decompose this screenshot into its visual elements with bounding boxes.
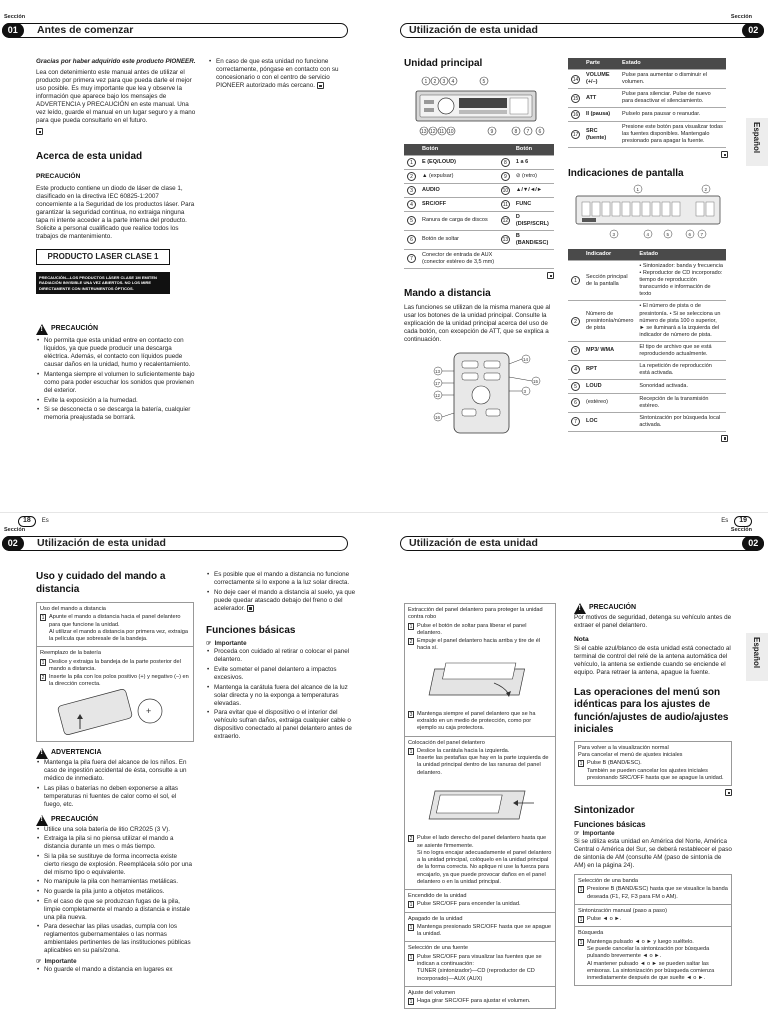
right-column xyxy=(206,571,358,743)
end-mark-icon xyxy=(247,605,254,612)
precaucion-list xyxy=(36,337,196,422)
importante-heading: ☞ Importante xyxy=(206,640,247,648)
source-select-box: Selección de una fuente 1 Pulse SRC/OFF para visualizar las fuentes que se indican a continuación: TUNER (sintonizador)—CD (reproductor de CD incorporado)—AUX (AUX) xyxy=(404,942,556,986)
table-row: 4 SRC/OFF 11 FUNC xyxy=(404,197,554,211)
mando-text: Las funciones se utilizan de la misma manera que al usar los botones de la unidad principal. Consulte la explicación de la unidad principal acerca del uso de cada botón, con excepción de ATT, que se explica a continuación. xyxy=(404,303,551,343)
list-item: • Evite la exposición a la humedad. xyxy=(36,397,196,405)
section-header xyxy=(2,536,348,551)
advertencia-heading: ! ADVERTENCIA xyxy=(36,748,194,759)
laser-warning-label: PRECAUCIÓN—LOS PRODUCTOS LÁSER CLASE 1M EMITEN RADIACIÓN INVISIBLE UNA VEZ ABIERTOS. NO LOS MIRE DIRECTAMENTE CON INSTRUMENTOS ÓPTICOS. xyxy=(36,272,170,294)
remote-care-list xyxy=(206,571,358,613)
list-item: • No deje caer el mando a distancia al suelo, ya que puede quedar atascado debajo del freno o del acelerador. xyxy=(206,589,358,613)
precaucion-heading: ! PRECAUCIÓN xyxy=(36,324,196,335)
precaucion-heading: ! PRECAUCIÓN xyxy=(36,815,194,826)
svg-text:13: 13 xyxy=(421,128,427,135)
end-mark-icon xyxy=(725,789,732,796)
left-column xyxy=(36,571,194,976)
section-label: Sección xyxy=(730,14,752,20)
svg-text:3: 3 xyxy=(612,232,616,238)
table-row: 5 LOUD Sonoridad activada. xyxy=(568,379,726,393)
left-column xyxy=(36,58,196,424)
panel-remove-illustration xyxy=(408,653,552,707)
list-item: • Si la pila se sustituye de forma incorrecta existe cierto riesgo de explosión. Reemplácela sólo por una del mismo tipo o equivalente. xyxy=(36,853,194,877)
list-item: • Mantenga siempre el volumen lo suficientemente bajo como para poder escuchar los sonidos que provienen del exterior. xyxy=(36,371,196,395)
laser-caution-text: Este producto contiene un diodo de láser de clase 1, clasificado en la directiva IEC 60825-1:2007 concerniente a la Seguridad de los productos láser. Para garantizar la seguridad continua, no extraiga ninguna tapa ni intente acceder a la parte interna del producto. Solicite a personal cualificado que realice todos los trabajos de mantenimiento. xyxy=(36,184,195,240)
page-18 xyxy=(0,0,384,524)
importante-text: Si se utiliza esta unidad en América del Norte, América Central o América del Sur, se deberá restablecer el paso de sintonía de AM (consulte AM (paso de sintonía de AM) en la página 24). xyxy=(574,837,732,870)
list-item: • No manipule la pila con herramientas metálicas. xyxy=(36,878,194,886)
section-title: Utilización de esta unidad xyxy=(409,23,538,36)
svg-text:1: 1 xyxy=(424,78,428,85)
end-mark-icon xyxy=(721,151,728,158)
svg-text:7: 7 xyxy=(526,128,530,135)
section-number: 02 xyxy=(742,23,764,38)
nota-heading: Nota xyxy=(574,636,589,644)
menu-heading: Las operaciones del menú son idénticas para los ajustes de función/ajustes de audio/ajustes iniciales xyxy=(574,686,729,736)
indicaciones-heading: Indicaciones de pantalla xyxy=(568,167,684,179)
warning-triangle-icon xyxy=(36,324,48,335)
basicas-heading: Funciones básicas xyxy=(206,624,296,636)
end-mark-icon xyxy=(36,128,43,135)
battery-illustration xyxy=(40,689,190,735)
list-item: • Mantenga la carátula fuera del alcance de la luz solar directa y no la exponga a temperaturas elevadas. xyxy=(206,684,358,708)
manual-tuning-box: Sintonización manual (paso a paso) 1 Pulse ◄ o ►. xyxy=(574,905,732,928)
svg-text:8: 8 xyxy=(514,128,518,135)
language-tab: Español xyxy=(746,633,768,681)
left-column xyxy=(404,58,554,440)
nota-text: Si el cable azul/blanco de esta unidad está conectado al terminal de control del relé de la antena automática del vehículo, la antena se extiende cuando se enciende el equipo. Para retraer la antena, apague la fuente. xyxy=(574,644,731,676)
section-number: 02 xyxy=(2,536,24,551)
about-heading: Acerca de esta unidad xyxy=(36,150,143,162)
section-label: Sección xyxy=(4,14,26,20)
precaucion-text: Por motivos de seguridad, detenga su vehículo antes de extraer el panel delantero. xyxy=(574,614,732,630)
svg-text:17: 17 xyxy=(435,380,441,386)
panel-remove-box: Extracción del panel delantero para proteger la unidad contra robo 1 Pulse el botón de soltar para liberar el panel delantero. 2 Empuje el panel delantero hacia arriba y tire de él hacia sí. 3 Mantenga siempre el panel delantero que se ha extraído en un medio de protección, como por ejemplo su caja protectora. xyxy=(404,603,556,737)
list-item: • En caso de que esta unidad no funcione correctamente, póngase en contacto con su concesionario o con el centro de servicio PIONEER autorizado más cercano. xyxy=(208,58,358,90)
panel-attach-box: Colocación del panel delantero 1 Deslice la carátula hacia la izquierda. Inserte las pestañas que hay en la parte izquierda de la unidad principal dentro de las ranuras del panel delantero. 2 Pulse el lado derecho del panel delantero hasta que se asiente firmemente. Si no logra encajar adecuadamente el panel delantero a la unidad principal, colóquelo en la unidad principal de la forma correcta. No aplique ni use la fuerza para encajarlo, ya que puede provocar daños en el panel delantero o en la unidad principal. xyxy=(404,737,556,890)
svg-text:9: 9 xyxy=(490,128,494,135)
page-21 xyxy=(384,513,768,1025)
laser-caution-heading: PRECAUCIÓN xyxy=(36,173,81,181)
list-item: • Evite someter el panel delantero a impactos excesivos. xyxy=(206,666,358,682)
section-title: Utilización de esta unidad xyxy=(37,536,166,549)
hand-icon: ☞ xyxy=(574,830,580,837)
svg-text:2: 2 xyxy=(704,187,708,193)
battery-replace-box: Reemplazo de la batería 1 Deslice y extraiga la bandeja de la parte posterior del mando a distancia. 2 Inserte la pila con los polos positivo (+) y negativo (–) en la dirección correcta. + xyxy=(36,647,194,742)
remote-illustration xyxy=(404,347,554,437)
band-select-box: Selección de una banda 1 Presione B (BAND/ESC) hasta que se visualice la banda deseada (F1, F2, F3 para FM o AM). xyxy=(574,874,732,905)
basicas-list xyxy=(206,648,358,741)
parts-table xyxy=(568,58,726,148)
language-tab: Español xyxy=(746,118,768,166)
section-label: Sección xyxy=(730,527,752,533)
right-column xyxy=(208,58,358,92)
svg-text:13: 13 xyxy=(435,368,441,374)
table-row: 3 MP3/ WMA El tipo de archivo que se está reproduciendo actualmente. xyxy=(568,341,726,360)
list-item: • Proceda con cuidado al retirar o colocar el panel delantero. xyxy=(206,648,358,664)
svg-text:11: 11 xyxy=(439,128,445,135)
svg-text:16: 16 xyxy=(435,414,441,420)
svg-text:15: 15 xyxy=(533,378,539,384)
svg-text:4: 4 xyxy=(451,78,455,85)
table-row: 1 Sección principal de la pantalla • Sintonizador: banda y frecuencia • Reproductor de CD incorporado: tiempo de reproducción transcurrido e información de texto xyxy=(568,261,726,301)
hand-icon: ☞ xyxy=(36,958,42,966)
page-19 xyxy=(384,0,768,524)
svg-text:12: 12 xyxy=(435,392,441,398)
end-mark-icon xyxy=(721,435,728,442)
table-row: 6 Botón de soltar 13 B (BAND/ESC) xyxy=(404,230,554,249)
language-code: Es xyxy=(721,517,729,524)
precaucion-heading: ! PRECAUCIÓN xyxy=(574,603,732,614)
list-item: • No guarde el mando a distancia en lugares ex xyxy=(36,966,194,974)
table-row: 7 LOC Sintonización por búsqueda local activada. xyxy=(568,412,726,431)
svg-text:7: 7 xyxy=(700,232,704,238)
warning-triangle-icon xyxy=(36,815,48,826)
list-item: • No permita que esta unidad entre en contacto con líquidos, ya que puede producir una descarga eléctrica. Además, el contacto con líquidos puede causar daños en la unidad, humo y recalentamiento. xyxy=(36,337,196,369)
table-row: 3 AUDIO 10 ▲/▼/◄/► xyxy=(404,183,554,197)
table-row: 7 Conector de entrada de AUX (conector estéreo de 3,5 mm) xyxy=(404,249,554,268)
page-number: 19 xyxy=(734,516,752,527)
table-row: 4 RPT La repetición de reproducción está activada. xyxy=(568,360,726,379)
volume-box: Ajuste del volumen 1 Haga girar SRC/OFF para ajustar el volumen. xyxy=(404,987,556,1010)
svg-text:12: 12 xyxy=(430,128,436,135)
list-item: • Es posible que el mando a distancia no funcione correctamente si lo expone a la luz solar directa. xyxy=(206,571,358,587)
intro-text: Lea con detenimiento este manual antes de utilizar el producto por primera vez para que pueda darle el mejor uso posible. Es muy importante que lea y observe la información que aparece bajo los mensajes de ADVERTENCIA y PRECAUCIÓN en este manual. Una vez leído, guarde el manual en un lugar seguro y a mano para que pueda consultarlo en el futuro. xyxy=(36,69,196,125)
section-header xyxy=(2,23,348,38)
svg-text:6: 6 xyxy=(538,128,542,135)
list-item: • Para desechar las pilas usadas, cumpla con los reglamentos gubernamentales o las normas ambientales pertinentes de las instituciones públicas aplicables en su país/zona. xyxy=(36,923,194,955)
warning-triangle-icon xyxy=(36,748,48,759)
laser-class-label: PRODUCTO LASER CLASE 1 xyxy=(36,249,170,265)
menu-box: Para volver a la visualización normal Para cancelar el menú de ajustes iniciales 1 Pulse B (BAND/ESC). También se pueden cancelar los ajustes iniciales presionando SRC/OFF hasta que se apague la unidad. xyxy=(574,741,732,786)
svg-text:4: 4 xyxy=(646,232,650,238)
table-header-row: Parte Estado xyxy=(568,58,726,70)
svg-text:5: 5 xyxy=(482,78,486,85)
page-number: 18 xyxy=(18,516,36,527)
section-number: 02 xyxy=(742,536,764,551)
table-row: 6 (estéreo) Recepción de la transmisión estéreo. xyxy=(568,393,726,412)
list-item: • En el caso de que se produzcan fugas de la pila, limpie completamente el mando a distancia e instale una pila nueva. xyxy=(36,898,194,922)
power-off-box: Apagado de la unidad 1 Mantenga presionado SRC/OFF hasta que se apague la unidad. xyxy=(404,913,556,943)
hand-icon: ☞ xyxy=(206,640,212,648)
end-mark-icon xyxy=(547,272,554,279)
unidad-heading: Unidad principal xyxy=(404,58,483,69)
power-on-box: Encendido de la unidad 1 Pulse SRC/OFF para encender la unidad. xyxy=(404,890,556,913)
sintonizador-heading: Sintonizador xyxy=(574,805,635,817)
precaucion-list xyxy=(36,826,194,956)
table-header-row: Indicador Estado xyxy=(568,249,726,261)
panel-attach-illustration xyxy=(408,777,552,831)
indicators-table xyxy=(568,249,726,432)
table-row: 14 VOLUME (+/–) Pulse para aumentar o disminuir el volumen. xyxy=(568,70,726,89)
section-number: 01 xyxy=(2,23,24,38)
table-row: 2 ▲ (expulsar) 9 ⊘ (retro) xyxy=(404,169,554,183)
right-column xyxy=(568,58,728,443)
remote-use-box: Uso del mando a distancia 1 Apunte el mando a distancia hacia el panel delantero para que funcione la unidad. Al utilizar el mando a distancia por primera vez, extraiga la película que sobresale de la bandeja. xyxy=(36,602,194,647)
svg-text:5: 5 xyxy=(666,232,670,238)
list-item: • Utilice una sola batería de litio CR2025 (3 V). xyxy=(36,826,194,834)
svg-text:6: 6 xyxy=(688,232,692,238)
table-row: 16 II (pausa) Pulselo para pausar o reanudar. xyxy=(568,108,726,122)
intro-thanks: Gracias por haber adquirido este producto PIONEER. xyxy=(36,58,196,65)
basicas-heading: Funciones básicas xyxy=(574,819,646,829)
table-row: 5 Ranura de carga de discos 12 D (DISP/SCRL) xyxy=(404,211,554,230)
list-item: • Extraiga la pila si no piensa utilizar el mando a distancia durante un mes o más tiempo. xyxy=(36,835,194,851)
mando-heading: Mando a distancia xyxy=(404,288,491,300)
section-header xyxy=(400,536,764,551)
end-mark-icon xyxy=(317,82,324,89)
advertencia-list xyxy=(36,759,194,809)
language-code: Es xyxy=(41,517,49,524)
table-row: 1 E (EQ/LOUD) 8 1 a 6 xyxy=(404,155,554,169)
buttons-table xyxy=(404,144,554,269)
section-title: Utilización de esta unidad xyxy=(409,536,538,549)
svg-text:3: 3 xyxy=(523,388,527,394)
warning-triangle-icon xyxy=(574,603,586,614)
table-row: 15 ATT Pulse para silenciar. Pulse de nuevo para desactivar el silenciamiento. xyxy=(568,89,726,108)
table-header-row: Botón Botón xyxy=(404,144,554,156)
table-row: 17 SRC (fuente) Presione este botón para visualizar todas las fuentes disponibles. Mantengalo presionado para apagar la fuente. xyxy=(568,122,726,148)
list-item: • No guarde la pila junto a objetos metálicos. xyxy=(36,888,194,896)
display-illustration xyxy=(568,184,726,242)
svg-text:2: 2 xyxy=(433,78,437,85)
svg-text:1: 1 xyxy=(636,187,640,193)
bottom-spread xyxy=(0,512,768,1024)
uso-heading: Uso y cuidado del mando a distancia xyxy=(36,571,166,595)
section-label: Sección xyxy=(4,527,26,533)
seek-box: Búsqueda 1 Mantenga pulsado ◄ o ► y luego suéltelo. Se puede cancelar la sintonización por búsqueda pulsando brevemente ◄ o ►. Al mantener pulsado ◄ o ► se pueden saltar las emisoras. La sintonización por búsqueda comienza inmediatamente después de que suelte ◄ o ►. xyxy=(574,927,732,986)
table-row: 2 Número de presintonía/número de pista • El número de pista o de presintonía. • Si se selecciona un número de pista 100 o superior, ► se iluminará a la izquierda del indicador de número de pista. xyxy=(568,301,726,341)
svg-text:14: 14 xyxy=(523,356,529,362)
svg-text:10: 10 xyxy=(448,128,454,135)
list-item: • Las pilas o baterías no deben exponerse a altas temperaturas ni fuentes de calor como el sol, el fuego, etc. xyxy=(36,785,194,809)
page-20 xyxy=(0,513,384,1025)
svg-text:+: + xyxy=(146,705,152,716)
right-column xyxy=(574,603,732,986)
head-unit-illustration xyxy=(404,75,554,139)
list-item: • Mantenga la pila fuera del alcance de los niños. En caso de ingestión accidental de ésta, consulte a un médico de inmediato. xyxy=(36,759,194,783)
importante-heading: ☞ Importante xyxy=(36,958,77,966)
svg-text:3: 3 xyxy=(442,78,446,85)
left-column xyxy=(404,603,556,1009)
list-item: • Para evitar que el dispositivo o el interior del vehículo sufran daños, extraiga cualquier cable o dispositivo conectado al panel delantero antes de extraerlo. xyxy=(206,709,358,741)
section-title: Antes de comenzar xyxy=(37,23,134,36)
importante-heading: ☞ Importante xyxy=(574,830,615,837)
section-header xyxy=(400,23,764,38)
list-item: • Si se desconecta o se descarga la batería, cualquier memoria preajustada se borrará. xyxy=(36,406,196,422)
